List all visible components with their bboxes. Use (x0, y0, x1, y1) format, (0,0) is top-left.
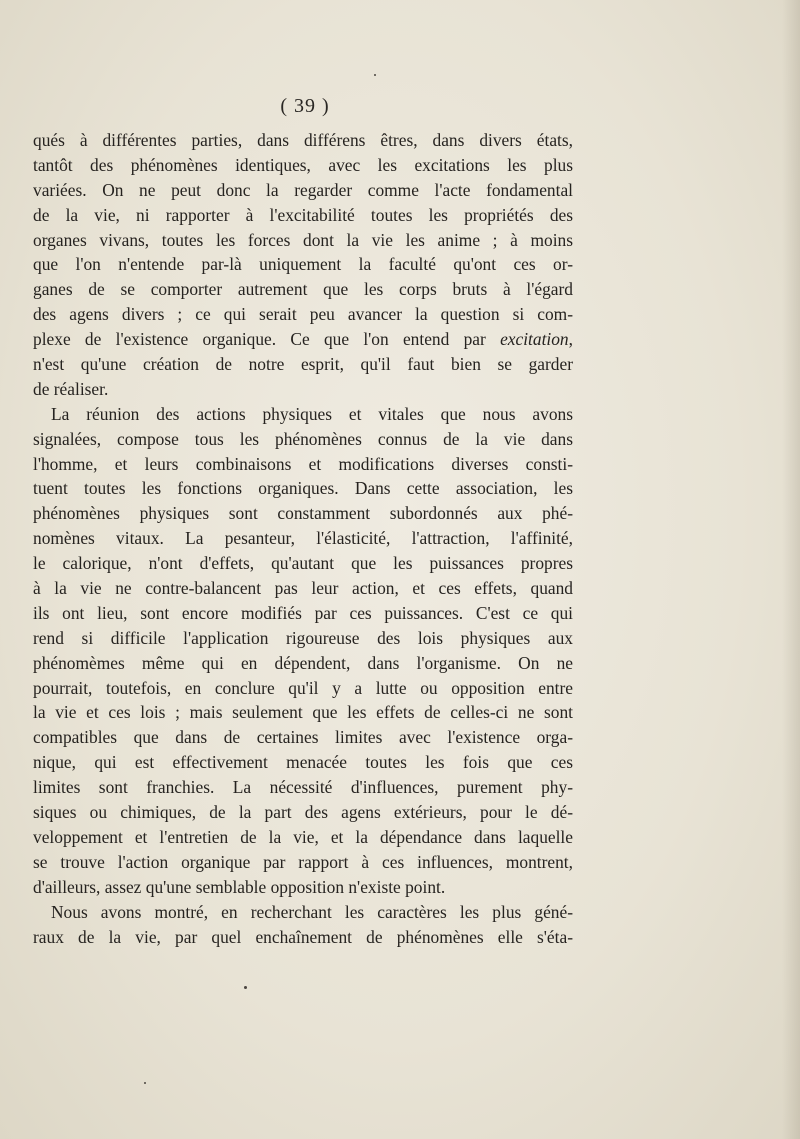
text-line-with-italic (33, 327, 573, 352)
text-line: veloppement et l'entretien de la vie, et la dépendance dans laquelle (33, 826, 573, 847)
paragraph-start: La réunion des actions physiques et vitales que nous avons (51, 403, 573, 424)
text-line: organes vivans, toutes les forces dont la vie les anime ; à moins (33, 229, 573, 250)
text-line: des agens divers ; ce qui serait peu avancer la question si com- (33, 304, 573, 325)
body-text (33, 128, 573, 949)
paper-speck (374, 74, 376, 76)
text-line: d'ailleurs, assez qu'une semblable opposition n'existe point. (33, 876, 446, 897)
page-edge-shadow (782, 0, 800, 1139)
text-line: n'est qu'une création de notre esprit, qu'il faut bien se garder (33, 354, 573, 375)
italic-term: excitation (500, 329, 569, 350)
paper-speck (244, 986, 247, 989)
italic-term-suffix: , (568, 329, 573, 350)
text-line: pourrait, toutefois, en conclure qu'il y a lutte ou opposition entre (33, 677, 573, 698)
text-line: nique, qui est effectivement menacée toutes les fois que ces (33, 752, 573, 773)
text-line: le calorique, n'ont d'effets, qu'autant que les puissances propres (33, 553, 573, 574)
text-line: à la vie ne contre-balancent pas leur action, et ces effets, quand (33, 578, 573, 599)
text-line: que l'on n'entende par-là uniquement la faculté qu'ont ces or- (33, 254, 573, 275)
page-number: ( 39 ) (280, 95, 330, 117)
text-line: tantôt des phénomènes identiques, avec les excitations les plus (33, 154, 573, 175)
text-line: rend si difficile l'application rigoureuse des lois physiques aux (33, 627, 573, 648)
text-line: nomènes vitaux. La pesanteur, l'élasticité, l'attraction, l'affinité, (33, 528, 573, 549)
text-line: tuent toutes les fonctions organiques. Dans cette association, les (33, 478, 573, 499)
text-line: se trouve l'action organique par rapport à ces influences, montrent, (33, 851, 573, 872)
text-line: siques ou chimiques, de la part des agens extérieurs, pour le dé- (33, 802, 573, 823)
text-line: de la vie, ni rapporter à l'excitabilité toutes les propriétés des (33, 204, 573, 225)
text-line: plexe de l'existence organique. Ce que l'on entend par (33, 329, 486, 350)
paragraph-start: Nous avons montré, en recherchant les caractères les plus géné- (51, 901, 573, 922)
text-line: raux de la vie, par quel enchaînement de phénomènes elle s'éta- (33, 926, 573, 947)
text-line: ganes de se comporter autrement que les corps bruts à l'égard (33, 279, 573, 300)
text-line: variées. On ne peut donc la regarder comme l'acte fondamental (33, 179, 573, 200)
text-line: ils ont lieu, sont encore modifiés par ces puissances. C'est ce qui (33, 602, 573, 623)
text-line: la vie et ces lois ; mais seulement que les effets de celles-ci ne sont (33, 702, 573, 723)
text-line: l'homme, et leurs combinaisons et modifications diverses consti- (33, 453, 573, 474)
text-line: qués à différentes parties, dans différens êtres, dans divers états, (33, 130, 573, 150)
text-line: phénomènes physiques sont constamment subordonnés aux phé- (33, 503, 573, 524)
text-line: signalées, compose tous les phénomènes connus de la vie dans (33, 428, 573, 449)
text-line: limites sont franchies. La nécessité d'influences, purement phy- (33, 777, 573, 798)
paper-speck (144, 1082, 146, 1084)
text-line: compatibles que dans de certaines limites avec l'existence orga- (33, 727, 573, 748)
text-line: de réaliser. (33, 378, 109, 399)
text-line: phénomèmes même qui en dépendent, dans l'organisme. On ne (33, 652, 573, 673)
